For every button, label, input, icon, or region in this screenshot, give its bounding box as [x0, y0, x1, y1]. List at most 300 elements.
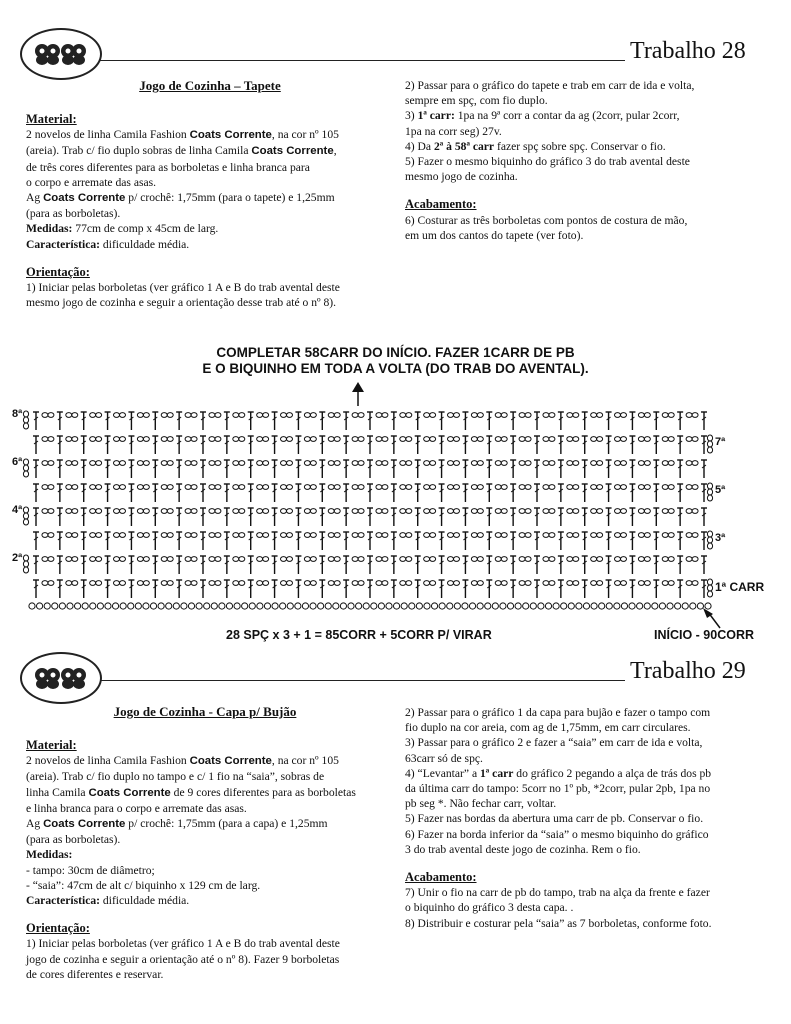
header-rule	[100, 60, 625, 61]
chain-stitch	[692, 437, 698, 442]
bold-term: 1ª carr:	[417, 109, 455, 123]
base-chain-stitch	[538, 603, 544, 609]
text-line	[26, 175, 396, 190]
chain-stitch	[185, 581, 191, 586]
chain-stitch	[167, 581, 173, 586]
base-chain-stitch	[591, 603, 597, 609]
butterfly-logo	[20, 28, 102, 80]
text-run: - “saia”: 47cm de alt c/ biquinho x 129 cm de larg.	[26, 878, 261, 892]
chain-stitch	[424, 461, 430, 466]
base-chain-stitch	[188, 603, 194, 609]
chain-stitch	[137, 485, 143, 490]
chain-stitch	[167, 413, 173, 418]
chain-stitch	[471, 413, 477, 418]
turning-chain	[23, 411, 28, 417]
chain-stitch	[573, 437, 579, 442]
row-label-right: 7ª	[715, 436, 726, 448]
base-chain-stitch	[363, 603, 369, 609]
chain-stitch	[406, 485, 412, 490]
turning-chain	[23, 513, 28, 519]
chain-stitch	[621, 533, 627, 538]
chain-stitch	[233, 461, 239, 466]
chain-stitch	[525, 509, 531, 514]
text-line	[405, 751, 780, 766]
chain-stitch	[454, 485, 460, 490]
chain-stitch	[662, 485, 668, 490]
chain-stitch	[48, 413, 54, 418]
chain-stitch	[495, 461, 501, 466]
chain-stitch	[471, 533, 477, 538]
chain-stitch	[376, 581, 382, 586]
base-chain-stitch	[599, 603, 605, 609]
base-chain-stitch	[576, 603, 582, 609]
row-label-left: 4ª	[12, 504, 23, 516]
chain-stitch	[668, 413, 674, 418]
chain-stitch	[215, 509, 221, 514]
chain-stitch	[615, 557, 621, 562]
chain-stitch	[686, 461, 692, 466]
chain-stitch	[382, 413, 388, 418]
chain-stitch	[448, 509, 454, 514]
chain-stitch	[525, 437, 531, 442]
chain-stitch	[519, 461, 525, 466]
turning-chain	[707, 543, 712, 549]
text-line	[26, 753, 396, 769]
chain-stitch	[382, 533, 388, 538]
chain-stitch	[281, 557, 287, 562]
chain-stitch	[454, 557, 460, 562]
chain-stitch	[430, 461, 436, 466]
base-chain-stitch	[219, 603, 225, 609]
chain-stitch	[597, 581, 603, 586]
chain-stitch	[525, 533, 531, 538]
chain-stitch	[66, 581, 72, 586]
chain-stitch	[120, 437, 126, 442]
trabalho-28-title: Jogo de Cozinha – Tapete	[139, 78, 281, 93]
chart-bottom-formula: 28 SPÇ x 3 + 1 = 85CORR + 5CORR P/ VIRAR	[226, 628, 492, 642]
base-chain-stitch	[659, 603, 665, 609]
section-label: Material:	[26, 112, 77, 126]
chain-stitch	[424, 581, 430, 586]
chain-stitch	[96, 461, 102, 466]
text-line	[405, 916, 780, 931]
chain-stitch	[621, 581, 627, 586]
chain-stitch	[430, 485, 436, 490]
chain-stitch	[263, 581, 269, 586]
section-label: Acabamento:	[405, 870, 477, 885]
chain-stitch	[48, 509, 54, 514]
text-line	[26, 769, 396, 784]
chain-stitch	[376, 533, 382, 538]
chain-stitch	[471, 581, 477, 586]
chain-stitch	[263, 413, 269, 418]
text-line	[26, 801, 396, 816]
base-chain-stitch	[204, 603, 210, 609]
chain-stitch	[501, 437, 507, 442]
text-run: , na cor nº 105	[271, 754, 339, 768]
chain-stitch	[48, 485, 54, 490]
spacer	[26, 252, 396, 265]
chain-stitch	[143, 413, 149, 418]
chain-stitch	[96, 413, 102, 418]
base-chain-stitch	[424, 603, 430, 609]
chain-stitch	[48, 437, 54, 442]
bold-term: Medidas:	[26, 848, 73, 862]
chain-stitch	[352, 509, 358, 514]
chain-stitch	[573, 533, 579, 538]
base-chain-stitch	[416, 603, 422, 609]
text-run: 4) Da	[405, 139, 434, 153]
chain-stitch	[358, 533, 364, 538]
base-chain-stitch	[280, 603, 286, 609]
chain-stitch	[42, 485, 48, 490]
base-chain-stitch	[485, 603, 491, 609]
chain-stitch	[519, 485, 525, 490]
text-run: 3 do trab avental deste jogo de cozinha. Rem o fio.	[405, 842, 641, 856]
text-line	[26, 893, 396, 908]
chain-stitch	[334, 581, 340, 586]
chain-stitch	[334, 485, 340, 490]
chain-stitch	[96, 509, 102, 514]
chain-stitch	[281, 461, 287, 466]
chain-stitch	[352, 581, 358, 586]
text-run: , na cor nº 105	[271, 128, 339, 142]
chain-stitch	[668, 485, 674, 490]
chain-stitch	[304, 413, 310, 418]
base-chain-stitch	[614, 603, 620, 609]
chain-stitch	[686, 581, 692, 586]
chain-stitch	[334, 437, 340, 442]
chain-stitch	[662, 509, 668, 514]
base-chain-stitch	[530, 603, 536, 609]
chain-stitch	[137, 437, 143, 442]
chain-stitch	[263, 557, 269, 562]
chain-stitch	[167, 557, 173, 562]
chain-stitch	[591, 533, 597, 538]
chain-stitch	[90, 533, 96, 538]
text-run: de 9 cores diferentes para as borboletas	[170, 785, 356, 799]
chain-stitch	[215, 581, 221, 586]
chain-stitch	[328, 461, 334, 466]
chain-stitch	[567, 509, 573, 514]
chain-stitch	[161, 485, 167, 490]
chain-stitch	[549, 533, 555, 538]
chain-stitch	[90, 461, 96, 466]
chain-stitch	[66, 533, 72, 538]
base-chain-stitch	[356, 603, 362, 609]
chain-stitch	[692, 485, 698, 490]
chain-stitch	[66, 557, 72, 562]
row-label-left: 8ª	[12, 408, 23, 420]
chain-stitch	[137, 533, 143, 538]
chain-stitch	[573, 413, 579, 418]
base-chain-stitch	[629, 603, 635, 609]
base-chain-stitch	[249, 603, 255, 609]
text-line	[26, 878, 396, 893]
chain-stitch	[662, 461, 668, 466]
row-label-right: 3ª	[715, 532, 726, 544]
text-run: 1) Iniciar pelas borboletas (ver gráfico 1 A e B do trab avental deste	[26, 281, 340, 295]
chain-stitch	[191, 509, 197, 514]
chain-stitch	[567, 581, 573, 586]
text-run: 2 novelos de linha Camila Fashion	[26, 754, 190, 768]
base-chain-stitch	[112, 603, 118, 609]
brand-name: Coats Corrente	[88, 786, 171, 799]
chain-stitch	[191, 581, 197, 586]
chain-stitch	[430, 557, 436, 562]
chain-stitch	[615, 581, 621, 586]
chain-stitch	[239, 461, 245, 466]
chain-stitch	[334, 509, 340, 514]
chain-stitch	[662, 557, 668, 562]
base-chain-stitch	[67, 603, 73, 609]
chain-stitch	[281, 509, 287, 514]
chain-stitch	[668, 581, 674, 586]
base-chain-stitch	[325, 603, 331, 609]
chain-stitch	[668, 509, 674, 514]
chain-stitch	[72, 533, 78, 538]
row-label-left: 2ª	[12, 552, 23, 564]
chain-stitch	[233, 533, 239, 538]
turning-chain	[707, 579, 712, 585]
chain-stitch	[573, 485, 579, 490]
text-run: sempre em spç, com fio duplo.	[405, 94, 548, 108]
chain-stitch	[668, 461, 674, 466]
chain-stitch	[310, 509, 316, 514]
chain-stitch	[334, 413, 340, 418]
text-run: 1pa na 9ª corr a contar da ag (2corr, pular 2corr,	[454, 109, 680, 123]
text-run: o biquinho do gráfico 3 desta capa. .	[405, 901, 574, 915]
brand-name: Coats Corrente	[189, 129, 272, 142]
text-line	[26, 143, 396, 159]
chain-stitch	[501, 413, 507, 418]
chain-stitch	[358, 485, 364, 490]
brand-name: Coats Corrente	[43, 192, 126, 205]
brand-name: Coats Corrente	[251, 145, 334, 158]
chart-instruction-line-1: COMPLETAR 58CARR DO INÍCIO. FAZER 1CARR DE PB	[216, 345, 575, 360]
chain-stitch	[90, 485, 96, 490]
chain-stitch	[304, 557, 310, 562]
chain-stitch	[543, 485, 549, 490]
chain-stitch	[638, 557, 644, 562]
text-run: e linha branca para o corpo e arremate das asas.	[26, 801, 247, 815]
text-line	[26, 237, 396, 252]
chain-stitch	[543, 413, 549, 418]
text-line	[405, 900, 780, 915]
text-line	[405, 796, 780, 811]
chain-stitch	[495, 533, 501, 538]
chain-stitch	[638, 413, 644, 418]
chain-stitch	[209, 485, 215, 490]
chain-stitch	[352, 413, 358, 418]
section-label: Orientação:	[26, 264, 90, 279]
chain-stitch	[406, 581, 412, 586]
chain-stitch	[209, 461, 215, 466]
chain-stitch	[662, 413, 668, 418]
base-chain-stitch	[318, 603, 324, 609]
text-run: 1pa na corr seg) 27v.	[405, 124, 502, 138]
text-line	[26, 952, 396, 967]
chain-stitch	[257, 485, 263, 490]
turning-chain	[23, 555, 28, 561]
chain-stitch	[692, 581, 698, 586]
text-line	[405, 720, 780, 735]
chain-stitch	[287, 413, 293, 418]
chain-stitch	[644, 581, 650, 586]
chain-stitch	[263, 509, 269, 514]
chain-stitch	[406, 533, 412, 538]
chain-stitch	[42, 557, 48, 562]
base-chain-stitch	[439, 603, 445, 609]
chain-stitch	[310, 413, 316, 418]
chain-stitch	[42, 437, 48, 442]
chain-stitch	[471, 509, 477, 514]
base-chain-stitch	[644, 603, 650, 609]
turning-chain	[23, 507, 28, 513]
chain-stitch	[424, 509, 430, 514]
chain-stitch	[644, 557, 650, 562]
chain-stitch	[382, 485, 388, 490]
chain-stitch	[400, 485, 406, 490]
chain-stitch	[48, 557, 54, 562]
chain-stitch	[48, 533, 54, 538]
chain-stitch	[686, 557, 692, 562]
bold-term: Característica:	[26, 894, 101, 908]
chain-stitch	[662, 533, 668, 538]
chain-stitch	[430, 509, 436, 514]
chain-stitch	[167, 485, 173, 490]
chain-stitch	[644, 437, 650, 442]
chain-stitch	[233, 437, 239, 442]
chain-stitch	[137, 581, 143, 586]
chain-stitch	[644, 533, 650, 538]
chain-stitch	[376, 413, 382, 418]
chain-stitch	[638, 437, 644, 442]
base-chain-stitch	[143, 603, 149, 609]
text-run: (areia). Trab c/ fio duplo no tampo e c/ 1 fio na “saia”, sobras de	[26, 770, 325, 784]
base-chain-stitch	[52, 603, 58, 609]
base-chain-stitch	[302, 603, 308, 609]
chain-stitch	[638, 485, 644, 490]
chain-stitch	[161, 533, 167, 538]
chain-stitch	[376, 437, 382, 442]
chain-stitch	[495, 437, 501, 442]
bold-term: 2ª à 58ª carr	[433, 139, 495, 153]
text-run: 2) Passar para o gráfico 1 da capa para bujão e fazer o tampo com	[405, 706, 711, 719]
turning-chain	[23, 459, 28, 465]
chain-stitch	[191, 485, 197, 490]
chain-stitch	[334, 557, 340, 562]
base-chain-stitch	[158, 603, 164, 609]
base-chain-stitch	[393, 603, 399, 609]
turning-chain	[23, 417, 28, 423]
chain-stitch	[48, 461, 54, 466]
chain-stitch	[191, 437, 197, 442]
chain-stitch	[191, 413, 197, 418]
trabalho-28-left-column	[26, 112, 396, 310]
chain-stitch	[477, 461, 483, 466]
chain-stitch	[686, 485, 692, 490]
base-chain-stitch	[181, 603, 187, 609]
text-run: fio duplo na cor areia, com ag de 1,75mm, em carr circulares.	[405, 721, 691, 735]
chain-stitch	[114, 509, 120, 514]
text-run: 2) Passar para o gráfico do tapete e trab em carr de ida e volta,	[405, 79, 695, 92]
chain-stitch	[591, 413, 597, 418]
chain-stitch	[525, 461, 531, 466]
text-run: p/ crochê: 1,75mm (para a capa) e 1,25mm	[125, 817, 328, 831]
chain-stitch	[400, 557, 406, 562]
chain-stitch	[114, 557, 120, 562]
chain-stitch	[281, 581, 287, 586]
text-line	[405, 827, 780, 842]
chain-stitch	[543, 557, 549, 562]
base-chain-stitch	[264, 603, 270, 609]
chain-stitch	[257, 437, 263, 442]
text-run: 3) Passar para o gráfico 2 e fazer a “saia” em carr de ida e volta,	[405, 736, 703, 750]
bold-term: 1ª carr	[480, 766, 514, 780]
text-line	[26, 863, 396, 878]
chain-stitch	[501, 485, 507, 490]
chain-stitch	[501, 581, 507, 586]
base-chain-stitch	[82, 603, 88, 609]
chain-stitch	[352, 485, 358, 490]
text-run: dificuldade média.	[100, 237, 190, 251]
base-chain-stitch	[340, 603, 346, 609]
turning-chain	[707, 531, 712, 537]
chain-stitch	[525, 413, 531, 418]
chain-stitch	[310, 581, 316, 586]
chain-stitch	[573, 461, 579, 466]
chain-stitch	[48, 581, 54, 586]
chain-stitch	[549, 413, 555, 418]
chain-stitch	[543, 581, 549, 586]
base-chain-stitch	[652, 603, 658, 609]
chain-stitch	[400, 581, 406, 586]
chain-stitch	[120, 461, 126, 466]
chain-stitch	[114, 581, 120, 586]
base-chain-stitch	[675, 603, 681, 609]
chain-stitch	[137, 461, 143, 466]
base-chain-stitch	[386, 603, 392, 609]
chain-stitch	[448, 533, 454, 538]
chain-stitch	[185, 437, 191, 442]
chain-stitch	[287, 461, 293, 466]
chain-stitch	[621, 509, 627, 514]
text-run: jogo de cozinha e seguir a orientação até o nº 8). Fazer 9 borboletas	[26, 952, 340, 966]
text-run: mesmo jogo de cozinha.	[405, 170, 518, 184]
chain-stitch	[591, 461, 597, 466]
chain-stitch	[495, 557, 501, 562]
chain-stitch	[167, 509, 173, 514]
chain-stitch	[495, 413, 501, 418]
base-chain-stitch	[97, 603, 103, 609]
header-rule	[100, 680, 625, 681]
chain-stitch	[430, 413, 436, 418]
chain-stitch	[454, 413, 460, 418]
chain-stitch	[120, 485, 126, 490]
chain-stitch	[191, 557, 197, 562]
chain-stitch	[477, 413, 483, 418]
chain-stitch	[597, 413, 603, 418]
chain-stitch	[686, 437, 692, 442]
chain-stitch	[215, 413, 221, 418]
chain-stitch	[215, 437, 221, 442]
base-chain-stitch	[36, 603, 42, 609]
chain-stitch	[638, 461, 644, 466]
chain-stitch	[257, 557, 263, 562]
trabalho-29-left-column	[26, 738, 396, 982]
text-line	[26, 295, 396, 310]
